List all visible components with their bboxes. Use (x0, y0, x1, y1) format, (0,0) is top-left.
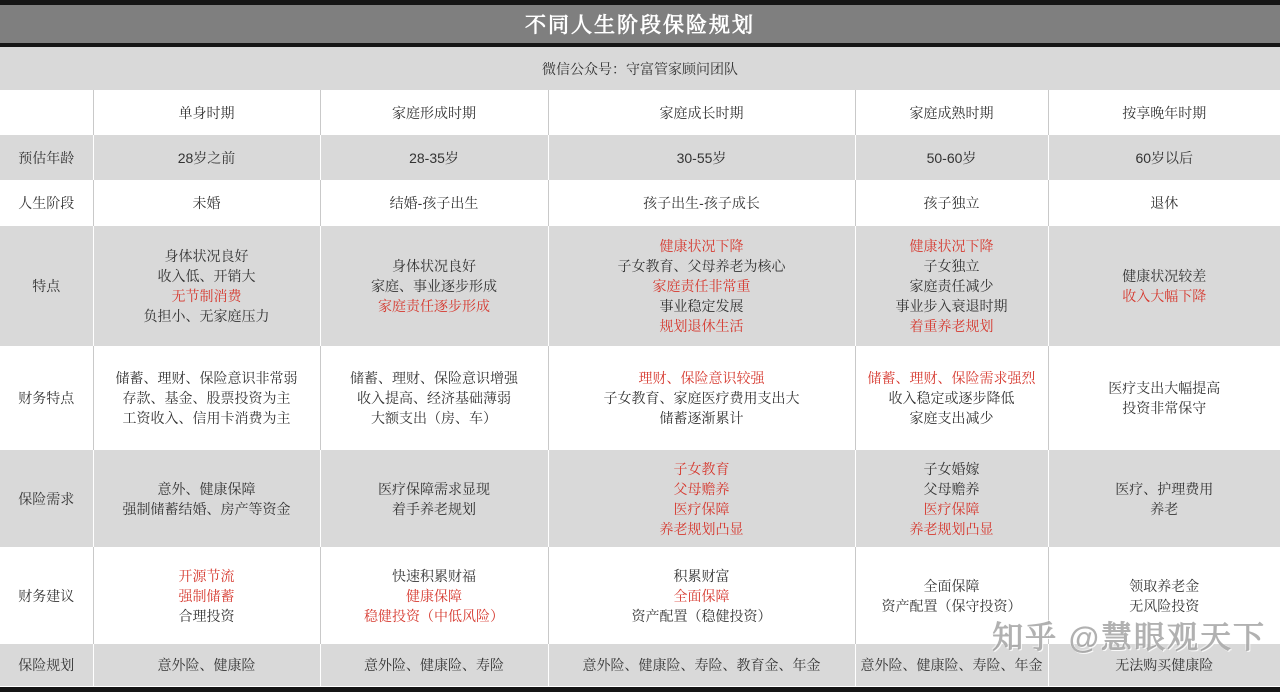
highlight-text: 稳健投资（中低风险） (364, 607, 504, 624)
cell-text: 健康状况较差 (1122, 268, 1207, 284)
cell-text: 家庭责任减少 (909, 278, 994, 294)
cell-text: 存款、基金、股票投资为主 (122, 390, 291, 406)
column-header: 按享晚年时期 (1048, 90, 1280, 135)
table-cell (320, 135, 548, 180)
highlight-text: 医疗保障 (673, 500, 730, 517)
table-cell (93, 450, 320, 547)
row-label: 财务建议 (0, 547, 93, 644)
cell-text: 30-55岁 (676, 149, 727, 166)
table-cell (1048, 547, 1280, 644)
table-row (0, 180, 1280, 226)
table-cell (855, 135, 1048, 180)
bottom-border (0, 687, 1280, 692)
highlight-text: 健康状况下降 (659, 238, 744, 254)
highlight-text: 医疗保障 (923, 500, 980, 517)
highlight-text: 家庭责任非常重 (652, 278, 751, 294)
cell-text: 医疗、护理费用 (1115, 480, 1214, 497)
table-cell (855, 180, 1048, 226)
row-label: 人生阶段 (0, 180, 93, 226)
cell-text: 28岁之前 (177, 149, 236, 166)
table-cell (855, 346, 1048, 450)
table-cell (1048, 450, 1280, 547)
table-cell (93, 644, 320, 686)
highlight-text: 父母赡养 (673, 480, 730, 497)
cell-text: 全面保障 (923, 577, 980, 594)
highlight-text: 强制储蓄 (178, 587, 235, 604)
cell-text: 储蓄、理财、保险意识增强 (350, 370, 518, 386)
subtitle-text: 微信公众号：守富管家顾问团队 (542, 60, 738, 77)
cell-text: 意外、健康保障 (157, 480, 256, 497)
table-cell (548, 226, 855, 346)
cell-text: 孩子出生-孩子成长 (643, 195, 760, 211)
column-header: 单身时期 (93, 90, 320, 135)
cell-text: 工资收入、信用卡消费为主 (122, 410, 291, 426)
cell-text: 负担小、无家庭压力 (143, 308, 270, 324)
page-title: 不同人生阶段保险规划 (525, 14, 755, 37)
table-cell (548, 180, 855, 226)
table-body (0, 135, 1280, 686)
cell-text: 子女教育、父母养老为核心 (617, 258, 786, 274)
title-bar (0, 0, 1280, 47)
cell-text: 未婚 (192, 195, 221, 211)
table-row (0, 450, 1280, 547)
cell-text: 医疗支出大幅提高 (1108, 380, 1221, 396)
table-cell (1048, 135, 1280, 180)
table-cell (548, 346, 855, 450)
table-cell (855, 450, 1048, 547)
cell-text: 积累财富 (673, 567, 730, 584)
cell-text: 资产配置（保守投资） (881, 597, 1022, 614)
highlight-text: 无节制消费 (171, 288, 242, 304)
highlight-text: 全面保障 (673, 587, 730, 604)
table-cell (1048, 226, 1280, 346)
cell-text: 60岁以后 (1135, 149, 1194, 166)
highlight-text: 着重养老规划 (909, 318, 994, 334)
table-cell (548, 547, 855, 644)
cell-text: 大额支出（房、车） (371, 410, 497, 426)
cell-text: 无法购买健康险 (1115, 657, 1214, 673)
highlight-text: 规划退休生活 (659, 318, 744, 334)
table-cell (855, 644, 1048, 686)
cell-text: 事业步入衰退时期 (895, 298, 1008, 314)
table-cell (93, 226, 320, 346)
row-label: 预估年龄 (0, 135, 93, 180)
highlight-text: 家庭责任逐步形成 (378, 298, 490, 314)
cell-text: 意外险、健康险、寿险、教育金、年金 (582, 657, 821, 673)
table-cell (548, 135, 855, 180)
row-label: 保险规划 (0, 644, 93, 686)
table-row (0, 226, 1280, 346)
highlight-text: 储蓄、理财、保险需求强烈 (867, 370, 1036, 386)
cell-text: 领取养老金 (1129, 577, 1200, 594)
cell-text: 医疗保障需求显现 (378, 480, 490, 497)
row-label: 保险需求 (0, 450, 93, 547)
table-cell (93, 135, 320, 180)
watermark: 知乎 @慧眼观天下 (992, 620, 1266, 655)
cell-text: 结婚-孩子出生 (389, 195, 479, 211)
table-cell (320, 644, 548, 686)
table-cell (1048, 644, 1280, 686)
column-header: 家庭成熟时期 (855, 90, 1048, 135)
header-row (0, 90, 1280, 135)
table-cell (320, 346, 548, 450)
cell-text: 身体状况良好 (392, 258, 476, 274)
table-row (0, 547, 1280, 644)
highlight-text: 子女教育 (673, 460, 730, 477)
table-cell (1048, 346, 1280, 450)
table-cell (320, 547, 548, 644)
table-cell (320, 226, 548, 346)
cell-text: 子女教育、家庭医疗费用支出大 (603, 390, 800, 406)
cell-text: 家庭支出减少 (909, 410, 994, 426)
table-cell (320, 180, 548, 226)
cell-text: 养老 (1150, 500, 1179, 517)
cell-text: 资产配置（稳健投资） (631, 607, 772, 624)
cell-text: 子女婚嫁 (923, 460, 980, 477)
cell-text: 家庭、事业逐步形成 (371, 278, 497, 294)
cell-text: 50-60岁 (926, 149, 977, 166)
table-row (0, 644, 1280, 686)
corner-cell (0, 90, 93, 135)
highlight-text: 健康状况下降 (909, 238, 994, 254)
insurance-table (0, 90, 1280, 686)
cell-text: 收入提高、经济基础薄弱 (357, 390, 511, 406)
column-header: 家庭成长时期 (548, 90, 855, 135)
table-cell (320, 450, 548, 547)
table-cell (855, 547, 1048, 644)
cell-text: 收入低、开销大 (157, 268, 256, 284)
table-cell (1048, 180, 1280, 226)
table-cell (548, 644, 855, 686)
cell-text: 28-35岁 (409, 149, 459, 166)
cell-text: 快速积累财福 (392, 567, 476, 584)
table-cell (548, 450, 855, 547)
cell-text: 合理投资 (178, 607, 235, 624)
row-label: 特点 (0, 226, 93, 346)
cell-text: 退休 (1150, 195, 1179, 211)
cell-text: 强制储蓄结婚、房产等资金 (122, 500, 291, 517)
cell-text: 储蓄逐渐累计 (659, 410, 744, 426)
highlight-text: 健康保障 (406, 587, 462, 604)
cell-text: 身体状况良好 (164, 248, 249, 264)
cell-text: 意外险、健康险 (157, 657, 256, 673)
cell-text: 意外险、健康险、寿险、年金 (860, 657, 1043, 673)
highlight-text: 养老规划凸显 (659, 520, 744, 537)
highlight-text: 收入大幅下降 (1122, 288, 1207, 304)
table-row (0, 346, 1280, 450)
cell-text: 着手养老规划 (392, 500, 476, 517)
cell-text: 无风险投资 (1129, 597, 1200, 614)
cell-text: 收入稳定或逐步降低 (888, 390, 1015, 406)
cell-text: 子女独立 (923, 258, 980, 274)
cell-text: 父母赡养 (923, 480, 980, 497)
table-row (0, 135, 1280, 180)
cell-text: 储蓄、理财、保险意识非常弱 (115, 370, 298, 386)
table-cell (93, 547, 320, 644)
highlight-text: 开源节流 (178, 567, 235, 584)
cell-text: 事业稳定发展 (659, 298, 744, 314)
subtitle-bar (0, 47, 1280, 90)
row-label: 财务特点 (0, 346, 93, 450)
column-header: 家庭形成时期 (320, 90, 548, 135)
table-cell (855, 226, 1048, 346)
cell-text: 意外险、健康险、寿险 (364, 657, 504, 673)
table-cell (93, 180, 320, 226)
table-cell (93, 346, 320, 450)
highlight-text: 理财、保险意识较强 (638, 370, 765, 386)
cell-text: 投资非常保守 (1122, 400, 1207, 416)
highlight-text: 养老规划凸显 (909, 520, 994, 537)
cell-text: 孩子独立 (923, 195, 980, 211)
